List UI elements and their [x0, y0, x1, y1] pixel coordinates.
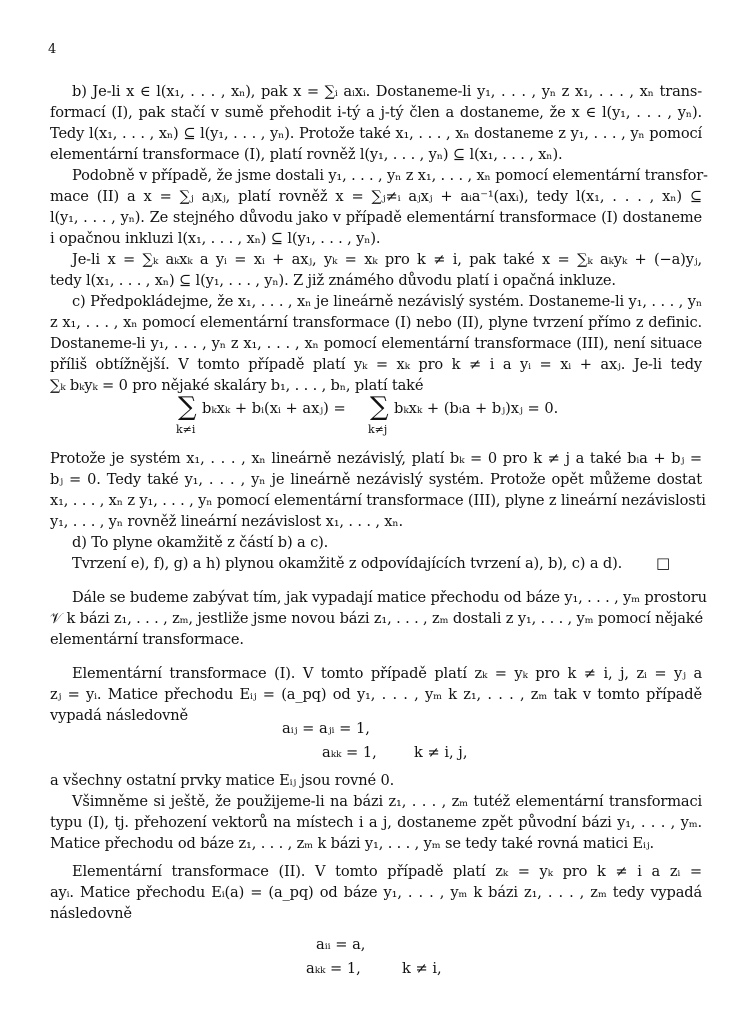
equation-line: aᵢⱼ = aⱼᵢ = 1, [282, 720, 370, 737]
text-line: i opačnou inkluzi l(x₁, . . . , xₙ) ⊆ l(y₁, . . . , yₙ). [50, 230, 381, 247]
text-line: bⱼ = 0. Tedy také y₁, . . . , yₙ je lineárně nezávislý systém. Protože opět můžeme dostat [50, 471, 702, 488]
text-line: Protože je systém x₁, . . . , xₙ lineárně nezávislý, platí bₖ = 0 pro k ≠ j a také bᵢa + bⱼ = [50, 450, 702, 467]
text-line: tedy l(x₁, . . . , xₙ) ⊆ l(y₁, . . . , yₙ). Z již známého důvodu platí i opačná inkluze. [50, 272, 616, 289]
text-line: ayᵢ. Matice přechodu Eᵢ(a) = (a_pq) od báze y₁, . . . , yₘ k bázi z₁, . . . , zₘ tedy vypadá [50, 884, 702, 901]
sum-subscript: k≠j [368, 423, 388, 436]
text-line: y₁, . . . , yₙ rovněž lineární nezávislost x₁, . . . , xₙ. [50, 513, 404, 530]
equation-line: aₖₖ = 1, [322, 744, 377, 761]
text-line: Elementární transformace (II). V tomto případě platí zₖ = yₖ pro k ≠ i a zᵢ = [72, 863, 702, 880]
text-line: c) Předpokládejme, že x₁, . . . , xₙ je lineárně nezávislý systém. Dostaneme-li y₁, . . . , yₙ [72, 293, 702, 310]
equation-part: bₖxₖ + bᵢ(xᵢ + axⱼ) = [202, 400, 346, 417]
text-line: následovně [50, 905, 132, 922]
text-line: Tvrzení e), f), g) a h) plynou okamžitě z odpovídajících tvrzení a), b), c) a d). [72, 555, 623, 572]
text-line: Všimněme si ještě, že použijeme-li na bázi z₁, . . . , zₘ tutéž elementární transformaci [72, 793, 702, 810]
equation-condition: k ≠ i, [402, 960, 442, 977]
text-line: formací (I), pak stačí v sumě přehodit i-tý a j-tý člen a dostaneme, že x ∈ l(y₁, . . . , yₙ). [50, 104, 702, 121]
sum-subscript: k≠i [176, 423, 196, 436]
text-line: z x₁, . . . , xₙ pomocí elementární transformace (I) nebo (II), plyne tvrzení přímo z definic. [50, 314, 702, 331]
text-line: typu (I), tj. přehození vektorů na místech i a j, dostaneme zpět původní bázi y₁, . . . , yₘ. [50, 814, 702, 831]
text-line: x₁, . . . , xₙ z y₁, . . . , yₙ pomocí elementární transformace (III), plyne z lineární nezávislosti [50, 492, 706, 509]
text-line: b) Je-li x ∈ l(x₁, . . . , xₙ), pak x = ∑ᵢ aᵢxᵢ. Dostaneme-li y₁, . . . , yₙ z x₁, . . . , xₙ trans- [72, 83, 702, 100]
text-line: ∑ₖ bₖyₖ = 0 pro nějaké skaláry b₁, . . . , bₙ, platí také [50, 377, 424, 394]
equation-line: aᵢᵢ = a, [316, 936, 366, 953]
text-line: Je-li x = ∑ₖ aₖxₖ a yᵢ = xᵢ + axⱼ, yₖ = xₖ pro k ≠ i, pak také x = ∑ₖ aₖyₖ + (−a)yⱼ, [72, 251, 702, 268]
page-number: 4 [48, 42, 57, 57]
equation-condition: k ≠ i, j, [414, 744, 468, 761]
sum-symbol: ∑ [370, 392, 389, 422]
text-line: vypadá následovně [50, 707, 188, 724]
equation-line: aₖₖ = 1, [306, 960, 361, 977]
text-line: Dostaneme-li y₁, . . . , yₙ z x₁, . . . , xₙ pomocí elementární transformace (III), není situace [50, 335, 702, 352]
text-line: zⱼ = yᵢ. Matice přechodu Eᵢⱼ = (a_pq) od y₁, . . . , yₘ k z₁, . . . , zₘ tak v tomto případě [50, 686, 702, 703]
qed-symbol: □ [656, 554, 671, 572]
text-line: elementární transformace (I), platí rovněž l(y₁, . . . , yₙ) ⊆ l(x₁, . . . , xₙ). [50, 146, 563, 163]
text-line: elementární transformace. [50, 631, 244, 648]
text-line: 𝒱 k bázi z₁, . . . , zₘ, jestliže jsme novou bázi z₁, . . . , zₘ dostali z y₁, . . . , yₘ pomocí nějaké [50, 610, 703, 627]
text-line: d) To plyne okamžitě z částí b) a c). [72, 534, 329, 551]
text-line: l(y₁, . . . , yₙ). Ze stejného důvodu jako v případě elementární transformace (I) dostaneme [50, 209, 702, 226]
text-line: Podobně v případě, že jsme dostali y₁, . . . , yₙ z x₁, . . . , xₙ pomocí elementární transfor- [72, 167, 708, 184]
text-line: Dále se budeme zabývat tím, jak vypadají matice přechodu od báze y₁, . . . , yₘ prostoru [72, 589, 707, 606]
equation-part: bₖxₖ + (bᵢa + bⱼ)xⱼ = 0. [394, 400, 559, 417]
text-line: Matice přechodu od báze z₁, . . . , zₘ k bázi y₁, . . . , yₘ se tedy také rovná matici Eᵢⱼ. [50, 835, 655, 852]
text-line: Tedy l(x₁, . . . , xₙ) ⊆ l(y₁, . . . , yₙ). Protože také x₁, . . . , xₙ dostaneme z y₁, . . . , yₙ pomocí [50, 125, 702, 142]
text-line: a všechny ostatní prvky matice Eᵢⱼ jsou rovné 0. [50, 772, 395, 789]
text-line: příliš obtížnější. V tomto případě platí yₖ = xₖ pro k ≠ i a yᵢ = xᵢ + axⱼ. Je-li tedy [50, 356, 702, 373]
text-line: Elementární transformace (I). V tomto případě platí zₖ = yₖ pro k ≠ i, j, zᵢ = yⱼ a [72, 665, 702, 682]
sum-symbol: ∑ [178, 392, 197, 422]
text-line: mace (II) a x = ∑ⱼ aⱼxⱼ, platí rovněž x = ∑ⱼ≠ᵢ aⱼxⱼ + aᵢa⁻¹(axᵢ), tedy l(x₁, . . . , xₙ) ⊆ [50, 188, 702, 205]
